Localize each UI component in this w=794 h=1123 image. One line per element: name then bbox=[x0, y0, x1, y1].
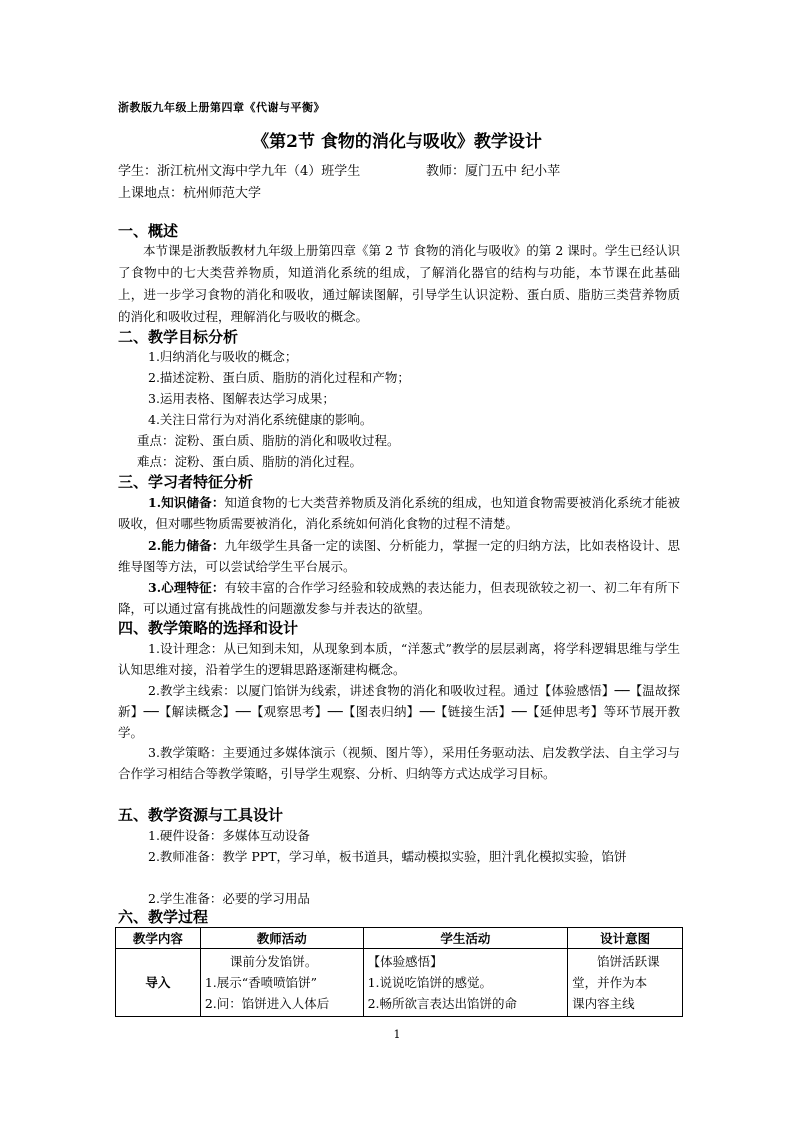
document-header: 浙教版九年级上册第四章《代谢与平衡》 bbox=[118, 101, 325, 114]
section-1-paragraph: 本节课是浙教版教材九年级上册第四章《第 2 节 食物的消化与吸收》的第 2 课时。学生已经认识了食物中的七大类营养物质，知道消化系统的组成，了解消化器官的结构与功能，本节课在此基础上，进一步学习食物的消化和吸收，通过解读图解，引导学生认识淀粉、蛋白质、脂肪三类营养物质的消化和吸收过程，理解消化与吸收的概念。 bbox=[118, 243, 680, 324]
intent-line: 馅饼活跃课 bbox=[597, 954, 660, 969]
table-header: 教师活动 bbox=[200, 928, 363, 949]
section-1-title: 一、概述 bbox=[118, 222, 179, 240]
table-cell-teacher bbox=[200, 949, 363, 1017]
table-header: 设计意图 bbox=[568, 928, 683, 949]
objective-item: 4.关注日常行为对消化系统健康的影响。 bbox=[148, 412, 373, 427]
table-cell-student bbox=[363, 949, 568, 1017]
section-5-title: 五、教学资源与工具设计 bbox=[118, 806, 284, 824]
section-6-title: 六、教学过程 bbox=[118, 908, 209, 926]
design-concept: 1.设计理念：从已知到未知，从现象到本质，“洋葱式”教学的层层剥离，将学科逻辑思维与学生认知思维对接，沿着学生的逻辑思路逐渐建构概念。 bbox=[118, 641, 680, 677]
section-2-title: 二、教学目标分析 bbox=[118, 328, 239, 346]
resource-item: 2.学生准备：必要的学习用品 bbox=[148, 891, 310, 906]
resource-item: 2.教师准备：教学 PPT，学习单，板书道具，蠕动模拟实验，胆汁乳化模拟实验，馅饼 bbox=[148, 849, 627, 864]
table-cell-intent bbox=[568, 949, 683, 1017]
table-cell-content: 导入 bbox=[116, 949, 201, 1017]
location-info: 上课地点：杭州师范大学 bbox=[118, 186, 262, 201]
learner-psychology bbox=[118, 577, 680, 619]
learner-ability bbox=[118, 535, 680, 577]
ability-label: 2.能力储备： bbox=[148, 538, 225, 553]
psychology-label: 3.心理特征： bbox=[148, 580, 225, 595]
student-line: 【体验感悟】 bbox=[367, 954, 443, 969]
objective-item: 1.归纳消化与吸收的概念； bbox=[148, 349, 298, 364]
main-clue: 2.教学主线索：以厦门馅饼为线索，讲述食物的消化和吸收过程。通过【体验感悟】──【温故探新】──【解读概念】──【观察思考】──【图表归纳】──【链接生活】──【延伸思考】等环节展开教学。 bbox=[118, 683, 680, 740]
psychology-text: 有较丰富的合作学习经验和较成熟的表达能力，但表现欲较之初一、初二年有所下降，可以通过富有挑战性的问题激发参与并表达的欲望。 bbox=[118, 580, 680, 616]
section-4-title: 四、教学策略的选择和设计 bbox=[118, 619, 299, 637]
section-3-title: 三、学习者特征分析 bbox=[118, 473, 254, 491]
teacher-line: 课前分发馅饼。 bbox=[229, 954, 318, 969]
difficult-point: 难点：淀粉、蛋白质、脂肪的消化过程。 bbox=[137, 454, 363, 469]
objective-item: 2.描述淀粉、蛋白质、脂肪的消化过程和产物； bbox=[148, 370, 410, 385]
page-number: 1 bbox=[393, 1028, 401, 1041]
student-line: 2.畅所欲言表达出馅饼的命 bbox=[367, 996, 518, 1011]
page-title: 《第2节 食物的消化与吸收》教学设计 bbox=[252, 132, 542, 152]
table-row bbox=[116, 949, 683, 1017]
teacher-line: 1.展示“香喷喷馅饼” bbox=[204, 975, 318, 990]
objective-item: 3.运用表格、图解表达学习成果； bbox=[148, 391, 335, 406]
teacher-info: 教师：厦门五中 纪小苹 bbox=[426, 164, 561, 179]
table-header: 学生活动 bbox=[363, 928, 568, 949]
table-header: 教学内容 bbox=[116, 928, 201, 949]
teaching-strategy: 3.教学策略：主要通过多媒体演示（视频、图片等），采用任务驱动法、启发教学法、自主学习与合作学习相结合等教学策略，引导学生观察、分析、归纳等方式达成学习目标。 bbox=[118, 745, 680, 781]
learner-knowledge bbox=[118, 492, 680, 534]
intent-line: 课内容主线 bbox=[572, 996, 635, 1011]
ability-text: 九年级学生具备一定的读图、分析能力，掌握一定的归纳方法，比如表格设计、思维导图等方法，可以尝试给学生平台展示。 bbox=[118, 538, 680, 574]
resource-item: 1.硬件设备：多媒体互动设备 bbox=[148, 828, 310, 843]
student-line: 1.说说吃馅饼的感觉。 bbox=[367, 975, 493, 990]
knowledge-text: 知道食物的七大类营养物质及消化系统的组成，也知道食物需要被消化系统才能被吸收，但对哪些物质需要被消化，消化系统如何消化食物的过程不清楚。 bbox=[118, 495, 680, 531]
student-info: 学生：浙江杭州文海中学九年（4）班学生 bbox=[118, 164, 361, 179]
teaching-process-table bbox=[115, 927, 683, 1017]
intent-line: 堂，并作为本 bbox=[572, 975, 648, 990]
teacher-line: 2.问：馅饼进入人体后 bbox=[204, 996, 330, 1011]
key-point: 重点：淀粉、蛋白质、脂肪的消化和吸收过程。 bbox=[137, 433, 400, 448]
knowledge-label: 1.知识储备： bbox=[148, 495, 225, 510]
table-header-row bbox=[116, 928, 683, 949]
